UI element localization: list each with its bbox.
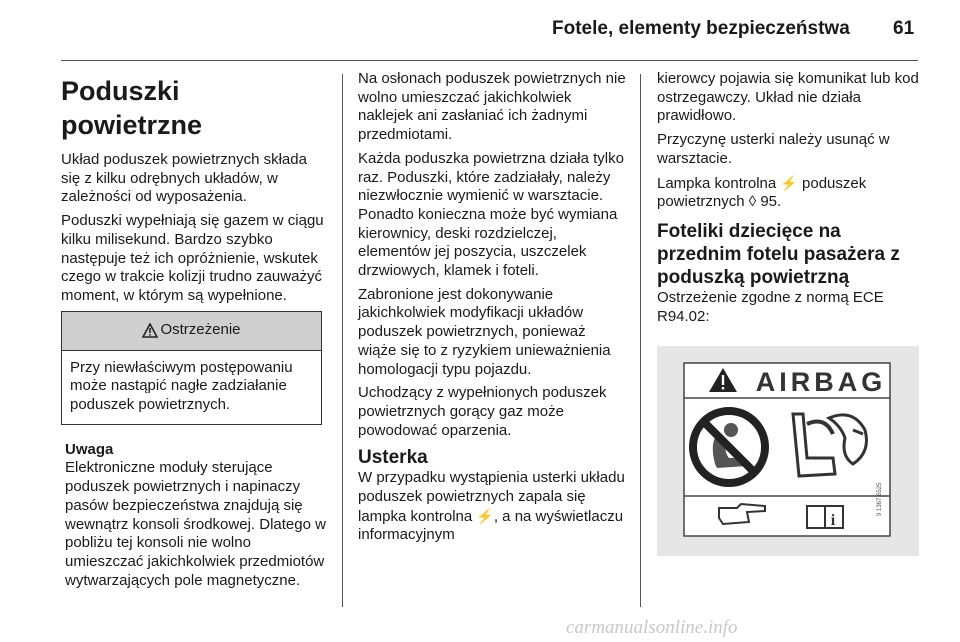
paragraph: Każda poduszka powietrzna działa tylko raz. Poduszki, które zadziałały, należy niezwłocznie wymienić w warsztacie. Ponadto konieczna może być wymiana kierownicy, deski rozdzielczej, elementów jej poszycia, uszczelek drzwiowych, klamek i foteli. [358,149,624,280]
watermark: carmanualsonline.info [566,617,738,638]
paragraph: Poduszki wypełniają się gazem w ciągu kilku milisekund. Bardzo szybko następuje też ich opróżnienie, wskutek czego w trakcie kolizji trudno zauważyć moment, w którym są wypełnione. [61,212,324,304]
warning-header [62,312,321,351]
lamp-paragraph: Lampka kontrolna ⚡ poduszek powietrznych ◊ 95. [657,174,867,211]
page-number: 61 [893,18,915,39]
label-caption: Ostrzeżenie zgodne z normą ECE R94.02: [657,288,884,325]
paragraph: Układ poduszek powietrznych składa się z kilku odrębnych układów, w zależności od wyposażenia. [61,151,307,206]
figure-code: 9 1367 6525 [877,482,883,517]
airbag-label-illustration [657,346,919,556]
paragraph: Na osłonach poduszek powietrznych nie wolno umieszczać jakichkolwiek naklejek ani zasłaniać ich żadnymi przedmiotami. [358,70,626,144]
header-rule [61,60,918,61]
column-3 [657,70,921,556]
running-header-title: Fotele, elementy bezpieczeństwa [552,18,850,39]
note-block [65,441,327,591]
figure-title: AIRBAG [755,367,887,398]
paragraph: Przyczynę usterki należy usunąć w warsztacie. [657,131,890,167]
warning-title: Ostrzeżenie [160,321,241,339]
section-heading-airbags: Poduszki powietrzne [61,76,203,140]
section-heading-fault: Usterka [358,447,428,469]
warning-box [61,311,322,425]
svg-text:i: i [830,512,836,530]
note-body: Elektroniczne moduły sterujące poduszek powietrznych i napinaczy pasów bezpieczeństwa znajdują się wewnątrz konsoli środkowej. Dlatego w pobliżu tej konsoli nie wolno umieszczać jakichkolwiek przedmiotów wytwarzających pole magnetyczne. [65,459,326,589]
warning-body: Przy niewłaściwym postępowaniu może nastąpić nagłe zadziałanie poduszek powietrznych. [70,358,293,414]
column-divider-2 [640,74,641,607]
airbag-lamp-icon: ⚡ [780,174,798,191]
fault-paragraph: W przypadku wystąpienia usterki układu poduszek powietrznych zapala się lampka kontrolna ⚡, a na wyświetlaczu informacyjnym [358,469,625,544]
paragraph: Uchodzący z wypełnionych poduszek powietrznych gorący gaz może powodować oparzenia. [358,384,607,439]
paragraph: kierowcy pojawia się komunikat lub kod ostrzegawczy. Układ nie działa prawidłowo. [657,70,919,125]
column-divider-1 [342,74,343,607]
airbag-warning-label-figure [657,346,919,556]
paragraph: Zabronione jest dokonywanie jakichkolwiek modyfikacji układów poduszek powietrznych, ponieważ wiąże się to z ryzykiem unieważnienia homologacji typu pojazdu. [358,285,611,378]
page-reference: 95. [760,193,782,211]
airbag-lamp-icon: ⚡ [476,507,494,524]
note-title: Uwaga [65,440,114,458]
column-1 [61,70,327,590]
section-heading-child-seats: Foteliki dziecięce na przednim fotelu pasażera z poduszką powietrzną [657,220,900,288]
column-2 [358,70,626,550]
warning-triangle-icon [142,323,158,338]
page-reference-icon: ◊ [748,193,757,211]
